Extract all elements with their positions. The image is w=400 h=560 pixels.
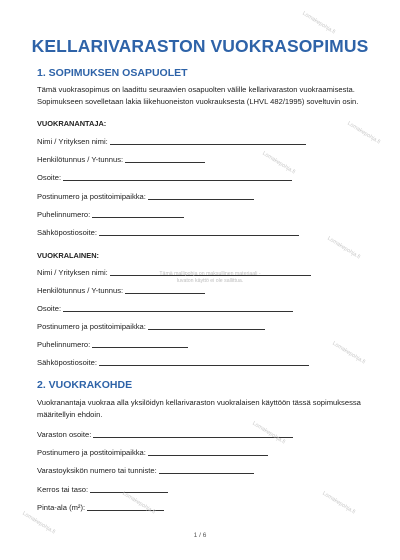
field-label: Nimi / Yrityksen nimi: (37, 137, 108, 146)
tenant-heading: VUOKRALAINEN: (37, 251, 99, 260)
storage-unit-field[interactable] (37, 464, 254, 475)
watermark-notice (135, 271, 285, 285)
storage-address-field[interactable] (37, 428, 293, 439)
fill-line[interactable] (125, 285, 205, 294)
fill-line[interactable] (99, 357, 309, 366)
tenant-postal-field[interactable] (37, 320, 265, 331)
watermark-site: Lomakepohja.fi (261, 150, 297, 176)
field-label: Nimi / Yrityksen nimi: (37, 268, 108, 277)
watermark-site: Lomakepohja.fi (301, 10, 337, 36)
watermark-site: Lomakepohja.fi (121, 490, 157, 516)
field-label: Puhelinnumero: (37, 210, 91, 219)
fill-line[interactable] (87, 502, 164, 511)
watermark-site: Lomakepohja.fi (346, 120, 382, 146)
landlord-heading: VUOKRANANTAJA: (37, 119, 107, 128)
fill-line[interactable] (99, 227, 299, 236)
field-label: Varastoyksikön numero tai tunniste: (37, 466, 157, 475)
landlord-phone-field[interactable] (37, 208, 184, 219)
field-label: Puhelinnumero: (37, 340, 91, 349)
landlord-id-field[interactable] (37, 153, 205, 164)
fill-line[interactable] (63, 172, 292, 181)
tenant-email-field[interactable] (37, 356, 309, 367)
storage-area-field[interactable] (37, 501, 164, 512)
tenant-phone-field[interactable] (37, 338, 188, 349)
field-label: Postinumero ja postitoimipaikka: (37, 192, 146, 201)
storage-postal-field[interactable] (37, 446, 268, 457)
landlord-email-field[interactable] (37, 226, 299, 237)
field-label: Sähköpostiosoite: (37, 358, 97, 367)
section-1-heading: 1. SOPIMUKSEN OSAPUOLET (37, 67, 188, 79)
watermark-site: Lomakepohja.fi (326, 235, 362, 261)
watermark-site: Lomakepohja.fi (251, 420, 287, 446)
page-number: 1 / 6 (193, 532, 207, 539)
fill-line[interactable] (148, 321, 265, 330)
fill-line[interactable] (159, 465, 254, 474)
field-label: Kerros tai taso: (37, 485, 89, 494)
fill-line[interactable] (92, 339, 188, 348)
fill-line[interactable] (90, 484, 168, 493)
document-title: KELLARIVARASTON VUOKRASOPIMUS (31, 36, 369, 56)
section-2-heading: 2. VUOKRAKOHDE (37, 379, 133, 391)
field-label: Henkilötunnus / Y-tunnus: (37, 286, 124, 295)
landlord-address-field[interactable] (37, 171, 292, 182)
watermark-notice-line-1: Tämä mallipohja on maksullinen materiaali - (159, 271, 261, 277)
section-2-paragraph: Vuokranantaja vuokraa alla yksilöidyn kellarivaraston vuokralaisen käyttöön tässä sopimuksessa määritellyin ehdoin. (37, 398, 361, 419)
fill-line[interactable] (148, 447, 268, 456)
field-label: Henkilötunnus / Y-tunnus: (37, 155, 124, 164)
field-label: Varaston osoite: (37, 430, 92, 439)
fill-line[interactable] (110, 136, 306, 145)
fill-line[interactable] (93, 429, 293, 438)
storage-floor-field[interactable] (37, 483, 168, 494)
tenant-id-field[interactable] (37, 284, 205, 295)
watermark-notice-line-2: luvaton käyttö ei ole sallittua. (176, 278, 244, 284)
watermark-site: Lomakepohja.fi (331, 340, 367, 366)
field-label: Osoite: (37, 173, 62, 182)
section-1-paragraph: Tämä vuokrasopimus on laadittu seuraavien osapuolten välille kellarivaraston vuokraamisesta. Sopimukseen sovelletaan lakia liikehuoneiston vuokrauksesta (LHVL 482/1995) soveltuvin osin. (37, 85, 359, 106)
field-label: Osoite: (37, 304, 62, 313)
field-label: Postinumero ja postitoimipaikka: (37, 448, 146, 457)
landlord-postal-field[interactable] (37, 190, 254, 201)
tenant-address-field[interactable] (37, 302, 293, 313)
watermark-site: Lomakepohja.fi (321, 490, 357, 516)
fill-line[interactable] (92, 209, 184, 218)
field-label: Postinumero ja postitoimipaikka: (37, 322, 146, 331)
field-label: Pinta-ala (m²): (37, 503, 86, 512)
watermark-site: Lomakepohja.fi (21, 510, 57, 536)
landlord-name-field[interactable] (37, 135, 306, 146)
fill-line[interactable] (63, 303, 293, 312)
field-label: Sähköpostiosoite: (37, 228, 97, 237)
fill-line[interactable] (148, 191, 254, 200)
fill-line[interactable] (125, 154, 205, 163)
